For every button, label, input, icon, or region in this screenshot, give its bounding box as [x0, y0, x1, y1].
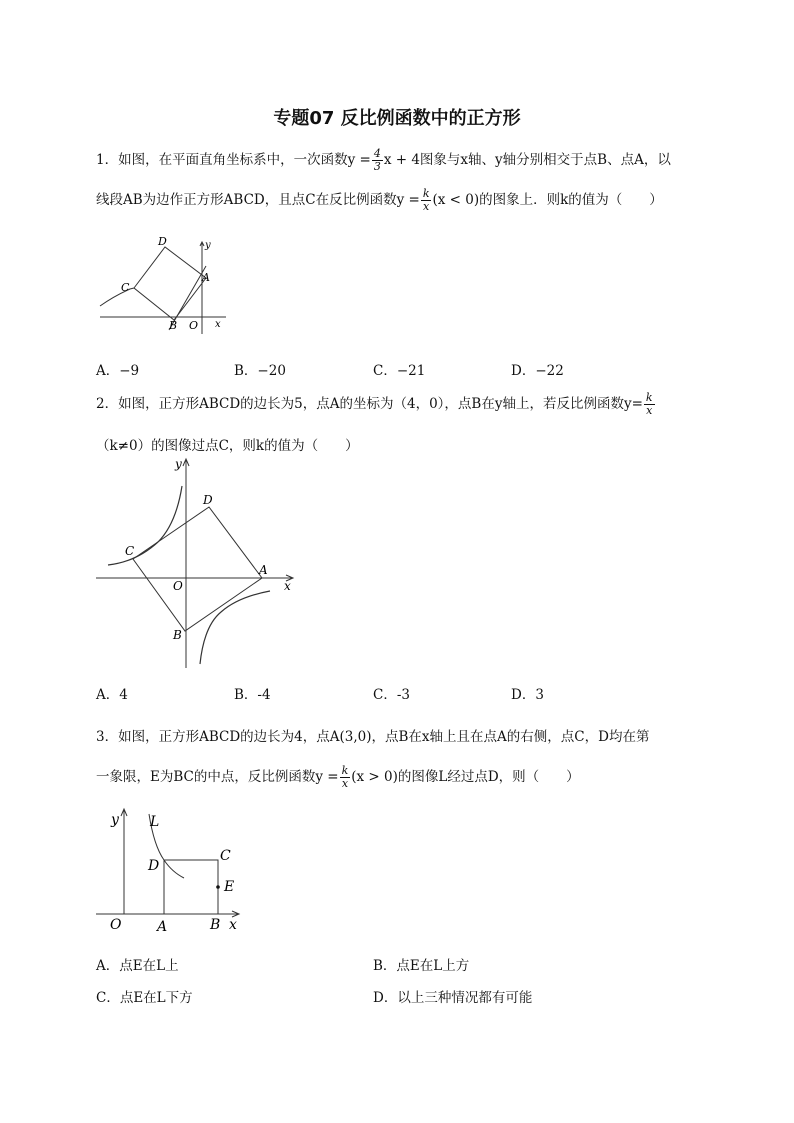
- q3-point-E: [216, 885, 220, 889]
- page-title: 专题07 反比例函数中的正方形: [273, 108, 521, 129]
- q2-fraction: $\frac{k}{x}$: [645, 391, 653, 417]
- q2-label-y: y: [175, 457, 182, 471]
- q3-label-B: B: [210, 917, 221, 933]
- q1-label-A: A: [202, 271, 210, 284]
- q2-hyperbola-left: [108, 486, 182, 565]
- q3-label-A: A: [157, 919, 168, 935]
- q3-label-D: D: [148, 858, 160, 874]
- q3-option-a: A．点E在L上: [96, 958, 179, 974]
- q2-square: [133, 507, 262, 631]
- q1-text-2a: 线段AB为边作正方形ABCD，且点C在反比例函数y =: [96, 192, 420, 208]
- q1-text-1b: x + 4图象与x轴、y轴分别相交于点B、点A，以: [383, 152, 671, 168]
- q1-square: [134, 247, 206, 320]
- q2-label-A: A: [259, 563, 268, 577]
- q3-label-x: x: [229, 917, 237, 933]
- q3-label-E: E: [224, 879, 235, 895]
- q2-option-d: D．3: [511, 687, 544, 703]
- q3-label-L: L: [150, 814, 160, 830]
- q2-label-B: B: [173, 628, 182, 642]
- q3-option-c: C．点E在L下方: [96, 990, 193, 1006]
- q1-option-c: C．−21: [373, 363, 426, 379]
- q2-option-b: B．-4: [234, 687, 271, 703]
- q1-fraction-2: $\frac{k}{x}$: [422, 187, 430, 213]
- q3-text-2b: (x > 0)的图像L经过点D，则（ ）: [351, 769, 580, 785]
- q1-option-b: B．−20: [234, 363, 286, 379]
- q1-text-2b: (x < 0)的图象上．则k的值为（ ）: [432, 192, 663, 208]
- q1-label-D: D: [158, 235, 167, 248]
- q1-label-B: B: [169, 319, 178, 332]
- q2-line1: [96, 392, 656, 417]
- q2-figure: [96, 456, 306, 672]
- q3-label-O: O: [110, 917, 122, 933]
- q2-text-1a: 2．如图，正方形ABCD的边长为5，点A的坐标为（4，0），点B在y轴上，若反比例函数y=: [96, 396, 643, 412]
- q1-figure: [96, 234, 236, 336]
- q1-line2: [96, 188, 663, 213]
- q2-label-O: O: [173, 579, 183, 593]
- q1-option-a: A．−9: [96, 363, 140, 379]
- q1-label-y: y: [205, 240, 211, 251]
- q2-label-x: x: [284, 579, 291, 593]
- q1-label-O: O: [189, 319, 199, 332]
- q1-fraction-1: $\frac{4}{3}$: [373, 147, 381, 173]
- q3-line1: 3．如图，正方形ABCD的边长为4，点A(3,0)，点B在x轴上且在点A的右侧，点C，D均在第: [96, 729, 650, 745]
- q3-text-2a: 一象限，E为BC的中点，反比例函数y =: [96, 769, 339, 785]
- q3-label-y: y: [111, 812, 119, 828]
- q3-fraction: $\frac{k}{x}$: [341, 764, 349, 790]
- q3-line2: [96, 765, 580, 790]
- q1-label-C: C: [121, 281, 130, 294]
- q2-option-c: C．-3: [373, 687, 410, 703]
- q1-option-d: D．−22: [511, 363, 564, 379]
- q3-label-C: C: [220, 848, 231, 864]
- q3-option-b: B．点E在L上方: [373, 958, 470, 974]
- q2-label-C: C: [125, 544, 135, 558]
- q1-text-1a: 1．如图，在平面直角坐标系中，一次函数y =: [96, 152, 371, 168]
- q2-option-a: A．4: [96, 687, 128, 703]
- q3-figure: [96, 804, 246, 936]
- q2-hyperbola-right: [200, 591, 270, 664]
- q1-label-x: x: [215, 319, 221, 330]
- q2-label-D: D: [203, 493, 213, 507]
- q2-line2: （k≠0）的图像过点C，则k的值为（ ）: [96, 438, 359, 454]
- q3-square: [164, 860, 218, 914]
- q1-line1: [96, 148, 671, 173]
- q3-option-d: D．以上三种情况都有可能: [373, 990, 533, 1006]
